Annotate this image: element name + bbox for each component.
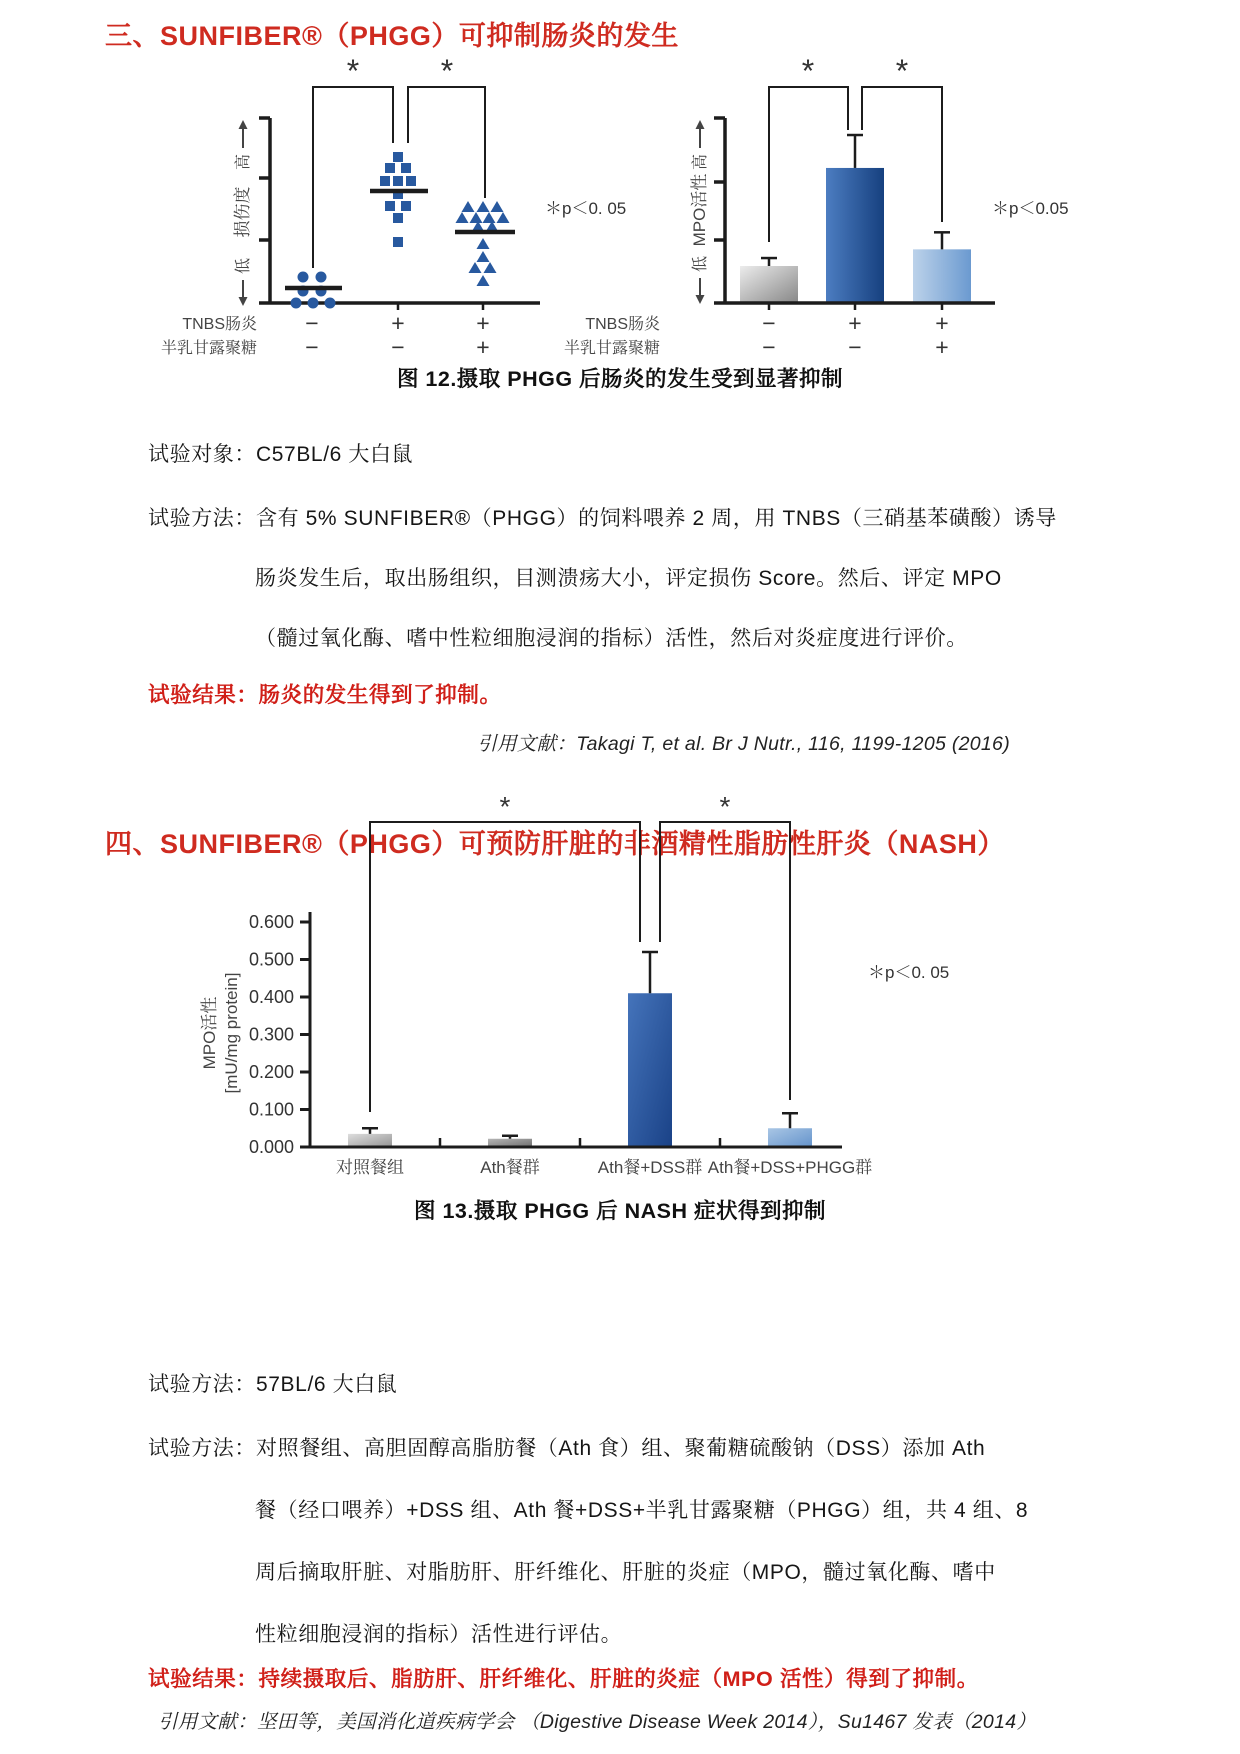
fig12-bars (740, 135, 971, 303)
section3-line-method-2: 肠炎发生后，取出肠组织，目测溃疡大小，评定损伤 Score。然后、评定 MPO (255, 567, 1002, 590)
fig13-ytick-0500: 0.500 (248, 949, 294, 970)
fig12-bar-xrow2-v1: − (762, 334, 776, 360)
bar (768, 1128, 812, 1147)
fig13-category-2: Ath餐群 (480, 1158, 540, 1177)
section4-line-method-4: 性粒细胞浸润的指标）活性进行评估。 (255, 1623, 623, 1646)
fig12-bar-xrow1-label: TNBS肠炎 (585, 316, 660, 333)
fig12-scatter-points (285, 152, 515, 309)
fig12-scatter-xrow1-label: TNBS肠炎 (182, 316, 257, 333)
fig12-bar-arrow-down-head (696, 295, 705, 304)
fig12-bar-asterisk-2: * (895, 53, 909, 89)
section3-heading: 三、SUNFIBER®（PHGG）可抑制肠炎的发生 (105, 21, 679, 51)
fig13-ytick-0400: 0.400 (248, 987, 294, 1007)
fig13-bar-chart (180, 790, 980, 1190)
fig13-caption: 图 13.摄取 PHGG 后 NASH 症状得到抑制 (414, 1199, 826, 1223)
fig13-ytick-0600: 0.600 (248, 912, 294, 932)
bar (628, 993, 672, 1147)
fig13-category-1: 对照餐组 (336, 1158, 404, 1177)
fig12-bar-xrow2-v2: − (848, 334, 862, 360)
fig13-y-axis-label-unit: [mU/mg protein] (222, 972, 241, 1094)
section3-line-method-1: 试验方法：含有 5% SUNFIBER®（PHGG）的饲料喂养 2 周，用 TNBS（三硝基苯磺酸）诱导 (148, 507, 1057, 530)
fig13-asterisk-2: * (719, 791, 731, 822)
fig12-bar-xrow1-v2: + (848, 310, 862, 336)
fig13-ytick-0000: 0.000 (248, 1137, 294, 1157)
fig12-bar-y-high-label: 高 (692, 153, 709, 171)
section4-line-method-3: 周后摘取肝脏、对脂肪肝、肝纤维化、肝脏的炎症（MPO，髓过氧化酶、嗜中 (255, 1561, 996, 1584)
section4-line-method-1: 试验方法：对照餐组、高胆固醇高脂肪餐（Ath 食）组、聚葡糖硫酸钠（DSS）添加 Ath (148, 1437, 986, 1460)
fig13-pvalue: ＊p＜0. 05 (868, 963, 950, 982)
section4-line-subject: 试验方法：57BL/6 大白鼠 (148, 1373, 398, 1396)
fig12-bar-y-axis-label: MPO活性 (690, 173, 709, 247)
section3-line-subject: 试验对象：C57BL/6 大白鼠 (148, 443, 414, 466)
fig12-scatter-xrow1-v1: − (305, 310, 319, 336)
fig12-scatter-pvalue: ＊p＜0. 05 (545, 199, 627, 218)
fig13-category-3: Ath餐+DSS群 (597, 1158, 703, 1177)
fig12-scatter-xrow2-v2: − (391, 334, 405, 360)
fig12-scatter-y-high-label: 高 (235, 153, 252, 171)
fig12-scatter-y-axis-label: 损伤度 (233, 186, 252, 238)
fig12-bar-y-low-label: 低 (692, 255, 709, 273)
section3-result: 试验结果：肠炎的发生得到了抑制。 (148, 683, 502, 707)
bar (826, 168, 884, 303)
fig12-bar-xrow2-v3: + (935, 334, 949, 360)
fig13-ytick-0100: 0.100 (248, 1099, 294, 1120)
section3-citation: 引用文献：Takagi T, et al. Br J Nutr., 116, 1199-1205 (2016) (477, 733, 1010, 755)
fig12-bar-chart (560, 52, 1120, 362)
fig12-scatter-arrow-down-head (239, 297, 248, 306)
fig12-caption: 图 12.摄取 PHGG 后肠炎的发生受到显著抑制 (396, 367, 844, 391)
fig12-scatter-xrow2-label: 半乳甘露聚糖 (160, 340, 257, 357)
fig12-bar-xrow2-label: 半乳甘露聚糖 (563, 340, 660, 357)
fig12-bar-xrow1-v3: + (935, 310, 949, 336)
fig12-scatter-sig-bracket-2 (408, 87, 485, 198)
section4-heading: 四、SUNFIBER®（PHGG）可预防肝脏的非酒精性脂肪性肝炎（NASH） (105, 829, 1005, 859)
fig13-sig-bracket-2 (660, 822, 790, 1100)
fig12-scatter-y-low-label: 低 (235, 257, 252, 275)
fig13-bars (348, 952, 812, 1147)
fig13-category-4: Ath餐+DSS+PHGG群 (707, 1158, 873, 1177)
section3-line-method-3: （髓过氧化酶、嗜中性粒细胞浸润的指标）活性，然后对炎症度进行评价。 (255, 627, 968, 650)
bar (913, 249, 971, 303)
bar (348, 1134, 392, 1147)
fig13-sig-bracket-1 (370, 822, 640, 1112)
fig13-ytick-0300: 0.300 (248, 1024, 294, 1045)
fig13-asterisk-1: * (499, 791, 511, 822)
fig12-scatter-xrow2-v3: + (476, 334, 490, 360)
fig12-scatter-asterisk-1: * (346, 53, 360, 89)
fig12-bar-xrow1-v1: − (762, 310, 776, 336)
fig12-scatter-xrow1-v2: + (391, 310, 405, 336)
fig13-ytick-0200: 0.200 (248, 1062, 294, 1082)
fig12-scatter-asterisk-2: * (440, 53, 454, 89)
fig12-scatter-xrow2-v1: − (305, 334, 319, 360)
bar (740, 266, 798, 303)
fig12-bar-pvalue: ＊p＜0.05 (992, 199, 1069, 218)
fig13-y-axis-label-name: MPO活性 (200, 996, 219, 1070)
fig12-scatter-xrow1-v3: + (476, 310, 490, 336)
fig12-bar-arrow-up-head (696, 120, 705, 129)
section4-line-method-2: 餐（经口喂养）+DSS 组、Ath 餐+DSS+半乳甘露聚糖（PHGG）组，共 4 组、8 (255, 1499, 1029, 1522)
fig12-scatter-arrow-up-head (239, 120, 248, 129)
section4-citation: 引用文献：坚田等，美国消化道疾病学会 （Digestive Disease Week 2014），Su1467 发表（2014） (158, 1711, 1037, 1733)
section4-result: 试验结果：持续摄取后、脂肪肝、肝纤维化、肝脏的炎症（MPO 活性）得到了抑制。 (148, 1667, 979, 1691)
fig12-bar-asterisk-1: * (801, 53, 815, 89)
